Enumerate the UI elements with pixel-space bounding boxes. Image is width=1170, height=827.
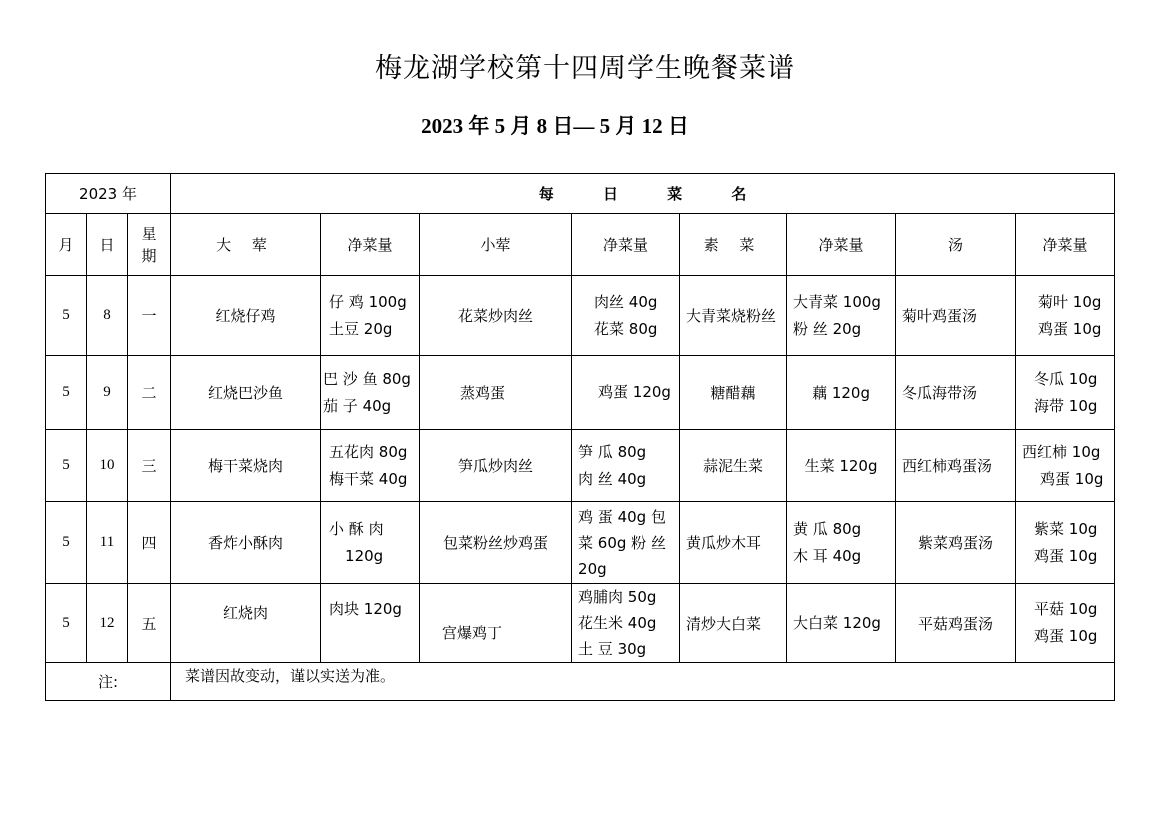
small-dish-header: 小荤 xyxy=(420,214,572,276)
soup-qty-cell xyxy=(1016,276,1115,356)
qty-line: 大青菜 100g xyxy=(793,292,881,311)
day-cell: 8 xyxy=(87,276,128,356)
year-cell: 2023 年 xyxy=(46,174,171,214)
soup-header: 汤 xyxy=(896,214,1016,276)
qty-line: 海带 10g xyxy=(1034,396,1098,415)
table-row xyxy=(46,502,1115,584)
qty-line: 鸡蛋 120g xyxy=(598,383,671,401)
qty-line: 肉丝 40g xyxy=(594,292,658,311)
soup-qty-cell xyxy=(1016,584,1115,663)
main-dish-cell: 梅干菜烧肉 xyxy=(171,430,321,502)
veg-qty-cell xyxy=(787,356,896,430)
veg-qty-cell xyxy=(787,430,896,502)
soup-cell: 紫菜鸡蛋汤 xyxy=(896,502,1016,584)
qty-line: 生菜 120g xyxy=(804,457,878,475)
main-qty-cell xyxy=(321,430,420,502)
main-dish-header: 大 荤 xyxy=(171,214,321,276)
small-dish-cell: 包菜粉丝炒鸡蛋 xyxy=(420,502,572,584)
month-cell: 5 xyxy=(46,276,87,356)
qty-line: 土豆 20g xyxy=(329,319,393,338)
qty-line: 木 耳 40g xyxy=(793,546,862,565)
qty-line: 藕 120g xyxy=(812,384,870,402)
main-dish-cell: 红烧仔鸡 xyxy=(171,276,321,356)
month-cell: 5 xyxy=(46,584,87,663)
soup-cell: 菊叶鸡蛋汤 xyxy=(896,276,1016,356)
table-row xyxy=(46,430,1115,502)
veg-dish-cell: 清炒大白菜 xyxy=(680,584,787,663)
qty-line: 花生米 40g xyxy=(578,614,657,632)
main-qty-cell xyxy=(321,276,420,356)
qty-line: 仔 鸡 100g xyxy=(329,292,407,311)
month-cell: 5 xyxy=(46,356,87,430)
daily-dishes-header: 每 日 菜 名 xyxy=(171,174,1115,214)
note-label: 注: xyxy=(46,663,171,701)
soup-qty-cell xyxy=(1016,356,1115,430)
qty-line: 120g xyxy=(345,546,384,565)
weekday-cell: 二 xyxy=(128,356,171,430)
weekday-cell: 三 xyxy=(128,430,171,502)
note-text: 菜谱因故变动，谨以实送为准。 xyxy=(171,663,1115,701)
qty-line: 粉 丝 20g xyxy=(793,319,862,338)
soup-cell: 平菇鸡蛋汤 xyxy=(896,584,1016,663)
small-qty-header: 净菜量 xyxy=(572,214,680,276)
table-row xyxy=(46,276,1115,356)
qty-line: 茄 子 40g xyxy=(323,396,392,415)
small-qty-cell xyxy=(572,430,680,502)
main-qty-cell xyxy=(321,584,420,663)
veg-qty-cell xyxy=(787,276,896,356)
veg-dish-cell: 蒜泥生菜 xyxy=(680,430,787,502)
qty-line: 梅干菜 40g xyxy=(329,469,408,488)
day-cell: 10 xyxy=(87,430,128,502)
weekday-cell: 一 xyxy=(128,276,171,356)
day-cell: 12 xyxy=(87,584,128,663)
qty-line: 土 豆 30g xyxy=(578,640,647,658)
qty-line: 巴 沙 鱼 80g xyxy=(323,369,411,388)
qty-line: 菊叶 10g xyxy=(1038,292,1102,311)
weekday-cell: 四 xyxy=(128,502,171,584)
note-row xyxy=(46,663,1115,701)
table-row xyxy=(46,356,1115,430)
main-qty-cell xyxy=(321,356,420,430)
day-header: 日 xyxy=(87,214,128,276)
soup-qty-header: 净菜量 xyxy=(1016,214,1115,276)
qty-line: 鸡脯肉 50g xyxy=(578,588,657,606)
month-cell: 5 xyxy=(46,502,87,584)
qty-line: 平菇 10g xyxy=(1034,600,1098,618)
weekday-header: 星期 xyxy=(128,214,171,276)
soup-cell: 西红柿鸡蛋汤 xyxy=(896,430,1016,502)
month-header: 月 xyxy=(46,214,87,276)
qty-line: 小 酥 肉 xyxy=(329,519,384,538)
qty-line: 肉 丝 40g xyxy=(578,469,647,488)
day-cell: 9 xyxy=(87,356,128,430)
soup-cell: 冬瓜海带汤 xyxy=(896,356,1016,430)
small-dish-cell: 笋瓜炒肉丝 xyxy=(420,430,572,502)
small-dish-cell: 宫爆鸡丁 xyxy=(420,584,572,663)
header-row-2 xyxy=(46,214,1115,276)
weekday-cell: 五 xyxy=(128,584,171,663)
main-dish-cell: 红烧巴沙鱼 xyxy=(171,356,321,430)
qty-line: 笋 瓜 80g xyxy=(578,442,647,461)
veg-dish-cell: 大青菜烧粉丝 xyxy=(680,276,787,356)
main-dish-cell: 香炸小酥肉 xyxy=(171,502,321,584)
qty-line: 鸡蛋 10g xyxy=(1038,319,1102,338)
veg-qty-cell xyxy=(787,502,896,584)
table-row xyxy=(46,584,1115,663)
qty-line: 大白菜 120g xyxy=(793,613,881,632)
small-qty-cell xyxy=(572,356,680,430)
qty-line: 鸡蛋 10g xyxy=(1034,627,1098,645)
veg-dish-cell: 黄瓜炒木耳 xyxy=(680,502,787,584)
menu-table xyxy=(45,173,1115,701)
small-qty-cell xyxy=(572,502,680,584)
qty-line: 鸡 蛋 40g 包 xyxy=(578,507,666,526)
day-cell: 11 xyxy=(87,502,128,584)
qty-line: 20g xyxy=(578,559,607,578)
qty-line: 肉块 120g xyxy=(329,600,402,618)
qty-line: 紫菜 10g xyxy=(1034,519,1098,538)
veg-qty-cell xyxy=(787,584,896,663)
small-qty-cell xyxy=(572,584,680,663)
main-qty-cell xyxy=(321,502,420,584)
small-dish-cell: 蒸鸡蛋 xyxy=(420,356,572,430)
header-row-1 xyxy=(46,174,1115,214)
qty-line: 五花肉 80g xyxy=(329,442,408,461)
veg-dish-cell: 糖醋藕 xyxy=(680,356,787,430)
qty-line: 黄 瓜 80g xyxy=(793,519,862,538)
date-range: 2023 年 5 月 8 日— 5 月 12 日 xyxy=(421,114,689,138)
qty-line: 鸡蛋 10g xyxy=(1034,546,1098,565)
veg-dish-header: 素 菜 xyxy=(680,214,787,276)
page-title: 梅龙湖学校第十四周学生晚餐菜谱 xyxy=(375,53,795,84)
main-dish-cell: 红烧肉 xyxy=(171,584,321,663)
qty-line: 花菜 80g xyxy=(594,319,658,338)
veg-qty-header: 净菜量 xyxy=(787,214,896,276)
soup-qty-cell xyxy=(1016,502,1115,584)
qty-line: 西红柿 10g xyxy=(1022,442,1101,461)
month-cell: 5 xyxy=(46,430,87,502)
qty-line: 鸡蛋 10g xyxy=(1040,469,1104,488)
small-dish-cell: 花菜炒肉丝 xyxy=(420,276,572,356)
small-qty-cell xyxy=(572,276,680,356)
soup-qty-cell xyxy=(1016,430,1115,502)
qty-line: 菜 60g 粉 丝 xyxy=(578,533,666,552)
qty-line: 冬瓜 10g xyxy=(1034,369,1098,388)
main-qty-header: 净菜量 xyxy=(321,214,420,276)
